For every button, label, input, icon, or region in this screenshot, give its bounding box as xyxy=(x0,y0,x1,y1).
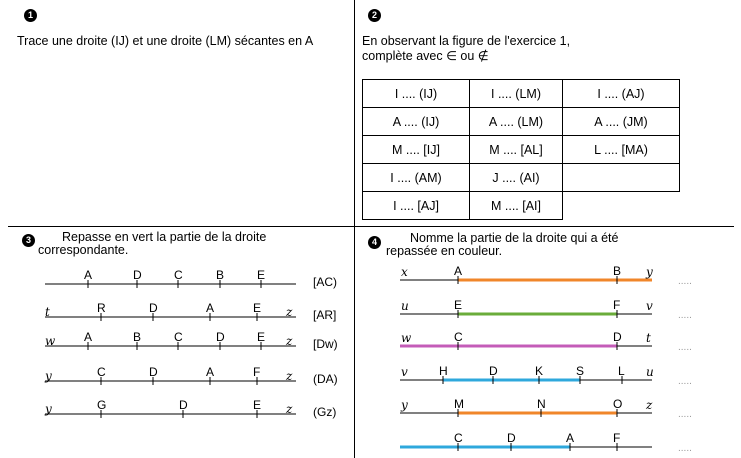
answer-placeholder: ..... xyxy=(678,342,692,353)
exercise-2-number: 2 xyxy=(368,9,381,22)
table-cell[interactable]: M .... [IJ] xyxy=(363,136,470,164)
table-cell[interactable]: I .... (LM) xyxy=(470,80,563,108)
point-label: F xyxy=(253,365,261,379)
point-label: E xyxy=(257,268,266,282)
line-end-label: z xyxy=(286,369,293,383)
point-label: C xyxy=(454,330,463,344)
point-label: D xyxy=(507,431,516,445)
exercise-1-instruction: Trace une droite (IJ) et une droite (LM) sécantes en A xyxy=(17,34,314,48)
line-end-label: y xyxy=(45,402,52,416)
line-end-label: t xyxy=(646,331,651,345)
point-label: C xyxy=(454,431,463,445)
line-end-label: y xyxy=(45,369,52,383)
point-label: E xyxy=(253,301,262,315)
point-label: E xyxy=(454,298,463,312)
exercise-4-number: 4 xyxy=(368,236,381,249)
point-label: B xyxy=(133,330,142,344)
exercise-4-instruction-line2: repassée en couleur. xyxy=(386,244,503,258)
point-label: A xyxy=(84,330,93,344)
point-label: A xyxy=(84,268,93,282)
point-label: C xyxy=(174,268,183,282)
exercise-2-instruction-line1: En observant la figure de l'exercice 1, xyxy=(362,34,571,48)
answer-placeholder: ..... xyxy=(678,276,692,287)
exercise-2-instruction-line2: complète avec ∈ ou ∉ xyxy=(362,49,489,63)
point-label: L xyxy=(618,364,625,378)
point-label: H xyxy=(439,364,448,378)
exercise-3-instruction-line2: correspondante. xyxy=(38,243,129,257)
exercise-3-instruction-line1: Repasse en vert la partie de la droite xyxy=(62,230,267,244)
point-label: R xyxy=(97,301,106,315)
line-end-label: u xyxy=(401,299,409,313)
table-cell[interactable]: I .... [AJ] xyxy=(363,192,470,220)
point-label: A xyxy=(454,264,463,278)
answer-placeholder: ..... xyxy=(678,443,692,454)
table-cell[interactable]: I .... (IJ) xyxy=(363,80,470,108)
line-end-label: v xyxy=(646,299,653,313)
table-cell[interactable]: M .... [AL] xyxy=(470,136,563,164)
point-label: D xyxy=(613,330,622,344)
line-end-label: u xyxy=(646,365,654,379)
exercise-3-number: 3 xyxy=(22,234,35,247)
answer-placeholder: ..... xyxy=(678,376,692,387)
point-label: D xyxy=(216,330,225,344)
point-label: N xyxy=(537,397,546,411)
table-cell[interactable]: L .... [MA) xyxy=(563,136,680,164)
point-label: D xyxy=(149,301,158,315)
point-label: D xyxy=(149,365,158,379)
segment-name: [Dw) xyxy=(313,337,338,351)
line-end-label: v xyxy=(401,365,408,379)
table-cell[interactable]: I .... (AJ) xyxy=(563,80,680,108)
line-end-label: z xyxy=(286,334,293,348)
segment-name: (DA) xyxy=(313,372,338,386)
point-label: E xyxy=(257,330,266,344)
point-label: E xyxy=(253,398,262,412)
point-label: A xyxy=(566,431,575,445)
line-end-label: z xyxy=(286,402,293,416)
answer-placeholder: ..... xyxy=(678,409,692,420)
line-end-label: z xyxy=(646,398,653,412)
table-cell[interactable]: A .... (LM) xyxy=(470,108,563,136)
line-end-label: y xyxy=(401,398,408,412)
point-label: F xyxy=(613,431,621,445)
segment-name: (Gz) xyxy=(313,405,337,419)
point-label: C xyxy=(97,365,106,379)
table-cell[interactable]: I .... (AM) xyxy=(363,164,470,192)
table-cell[interactable]: A .... (JM) xyxy=(563,108,680,136)
point-label: O xyxy=(613,397,623,411)
point-label: A xyxy=(206,365,215,379)
point-label: D xyxy=(179,398,188,412)
point-label: K xyxy=(535,364,544,378)
line-end-label: z xyxy=(286,305,293,319)
answer-placeholder: ..... xyxy=(678,310,692,321)
exercise-4-instruction-line1: Nomme la partie de la droite qui a été xyxy=(410,231,619,245)
point-label: B xyxy=(613,264,622,278)
point-label: G xyxy=(97,398,107,412)
point-label: S xyxy=(576,364,585,378)
line-end-label: w xyxy=(401,331,412,345)
point-label: D xyxy=(133,268,142,282)
line-end-label: x xyxy=(401,265,408,279)
point-label: M xyxy=(454,397,464,411)
segment-name: [AC) xyxy=(313,275,337,289)
point-label: A xyxy=(206,301,215,315)
point-label: B xyxy=(216,268,225,282)
line-end-label: w xyxy=(45,334,56,348)
exercise-1-number: 1 xyxy=(24,9,37,22)
segment-name: [AR] xyxy=(313,308,337,322)
line-end-label: t xyxy=(45,305,50,319)
table-cell[interactable]: M .... [AI] xyxy=(470,192,563,220)
table-cell[interactable]: J .... (AI) xyxy=(470,164,563,192)
point-label: C xyxy=(174,330,183,344)
point-label: F xyxy=(613,298,621,312)
line-end-label: y xyxy=(646,265,653,279)
point-label: D xyxy=(489,364,498,378)
table-cell[interactable]: A .... (IJ) xyxy=(363,108,470,136)
